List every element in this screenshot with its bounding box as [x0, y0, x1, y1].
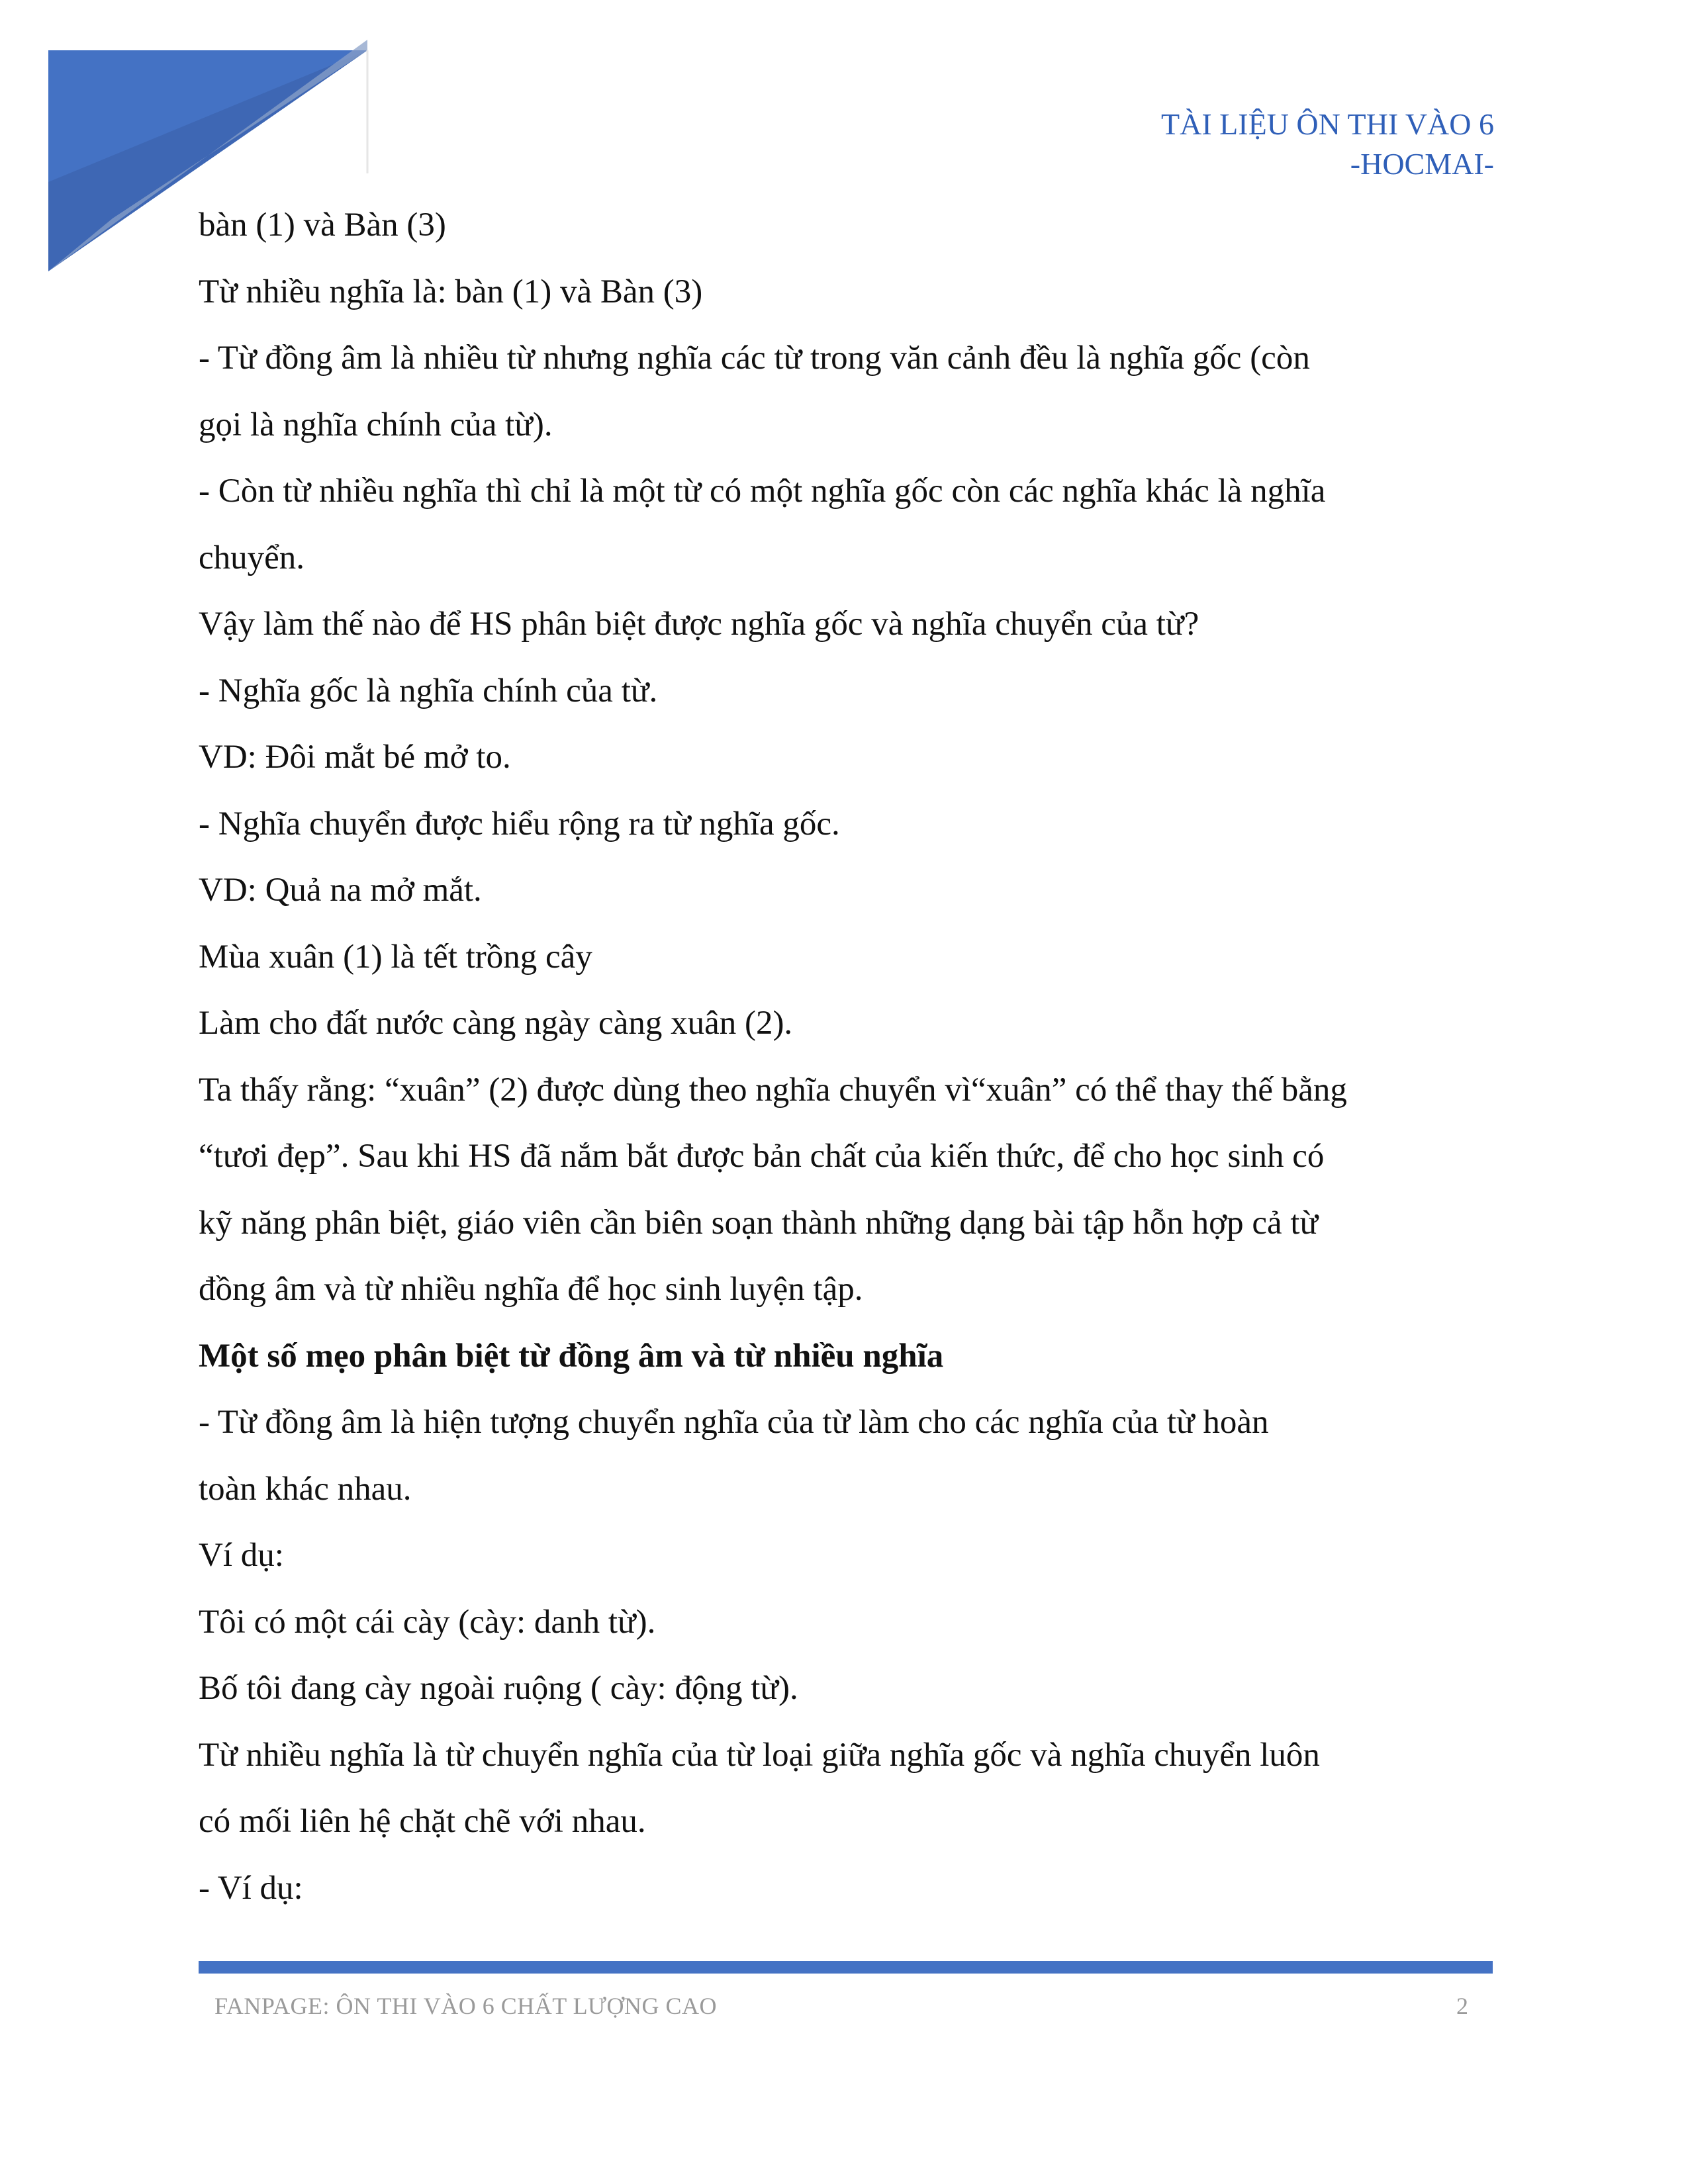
footer-fanpage: FANPAGE: ÔN THI VÀO 6 CHẤT LƯỢNG CAO — [214, 1993, 717, 2019]
body-line: - Ví dụ: — [199, 1869, 303, 1907]
body-line: gọi là nghĩa chính của từ). — [199, 406, 553, 443]
body-line: - Nghĩa chuyển được hiểu rộng ra từ nghĩa gốc. — [199, 805, 840, 842]
body-line: Làm cho đất nước càng ngày càng xuân (2). — [199, 1005, 793, 1042]
body-line: - Từ đồng âm là nhiều từ nhưng nghĩa các từ trong văn cảnh đều là nghĩa gốc (còn — [199, 340, 1310, 377]
body-line: Từ nhiều nghĩa là từ chuyển nghĩa của từ loại giữa nghĩa gốc và nghĩa chuyển luôn — [199, 1736, 1320, 1774]
header-subtitle: -HOCMAI- — [1350, 147, 1494, 181]
footer-divider — [199, 1961, 1493, 1974]
body-line: có mối liên hệ chặt chẽ với nhau. — [199, 1803, 646, 1840]
header-title: TÀI LIỆU ÔN THI VÀO 6 — [1161, 107, 1494, 141]
body-line: chuyển. — [199, 539, 305, 576]
page-number: 2 — [1456, 1993, 1468, 2019]
section-heading: Một số mẹo phân biệt từ đồng âm và từ nhiều nghĩa — [199, 1337, 944, 1375]
body-line: Vậy làm thế nào để HS phân biệt được nghĩa gốc và nghĩa chuyển của từ? — [199, 606, 1199, 643]
body-line: - Từ đồng âm là hiện tượng chuyển nghĩa của từ làm cho các nghĩa của từ hoàn — [199, 1404, 1269, 1441]
body-line: Tôi có một cái cày (cày: danh từ). — [199, 1603, 656, 1641]
body-line: Ta thấy rằng: “xuân” (2) được dùng theo nghĩa chuyển vì“xuân” có thể thay thế bằng — [199, 1071, 1347, 1109]
body-line: VD: Quả na mở mắt. — [199, 872, 482, 909]
body-line: - Nghĩa gốc là nghĩa chính của từ. — [199, 672, 658, 709]
document-body — [199, 192, 1496, 1921]
body-line: - Còn từ nhiều nghĩa thì chỉ là một từ có một nghĩa gốc còn các nghĩa khác là nghĩa — [199, 473, 1326, 510]
body-line: toàn khác nhau. — [199, 1470, 412, 1508]
body-line: kỹ năng phân biệt, giáo viên cần biên soạn thành những dạng bài tập hỗn hợp cả từ — [199, 1204, 1319, 1242]
body-line: Mùa xuân (1) là tết trồng cây — [199, 938, 592, 976]
body-line: bàn (1) và Bàn (3) — [199, 206, 446, 244]
body-line: “tươi đẹp”. Sau khi HS đã nắm bắt được bản chất của kiến thức, để cho học sinh có — [199, 1138, 1325, 1175]
body-line: Bố tôi đang cày ngoài ruộng ( cày: động từ). — [199, 1670, 798, 1707]
body-line: VD: Đôi mắt bé mở to. — [199, 739, 511, 776]
body-line: Ví dụ: — [199, 1537, 284, 1574]
body-line: Từ nhiều nghĩa là: bàn (1) và Bàn (3) — [199, 273, 703, 310]
body-line: đồng âm và từ nhiều nghĩa để học sinh luyện tập. — [199, 1271, 863, 1308]
document-header — [1161, 105, 1494, 184]
